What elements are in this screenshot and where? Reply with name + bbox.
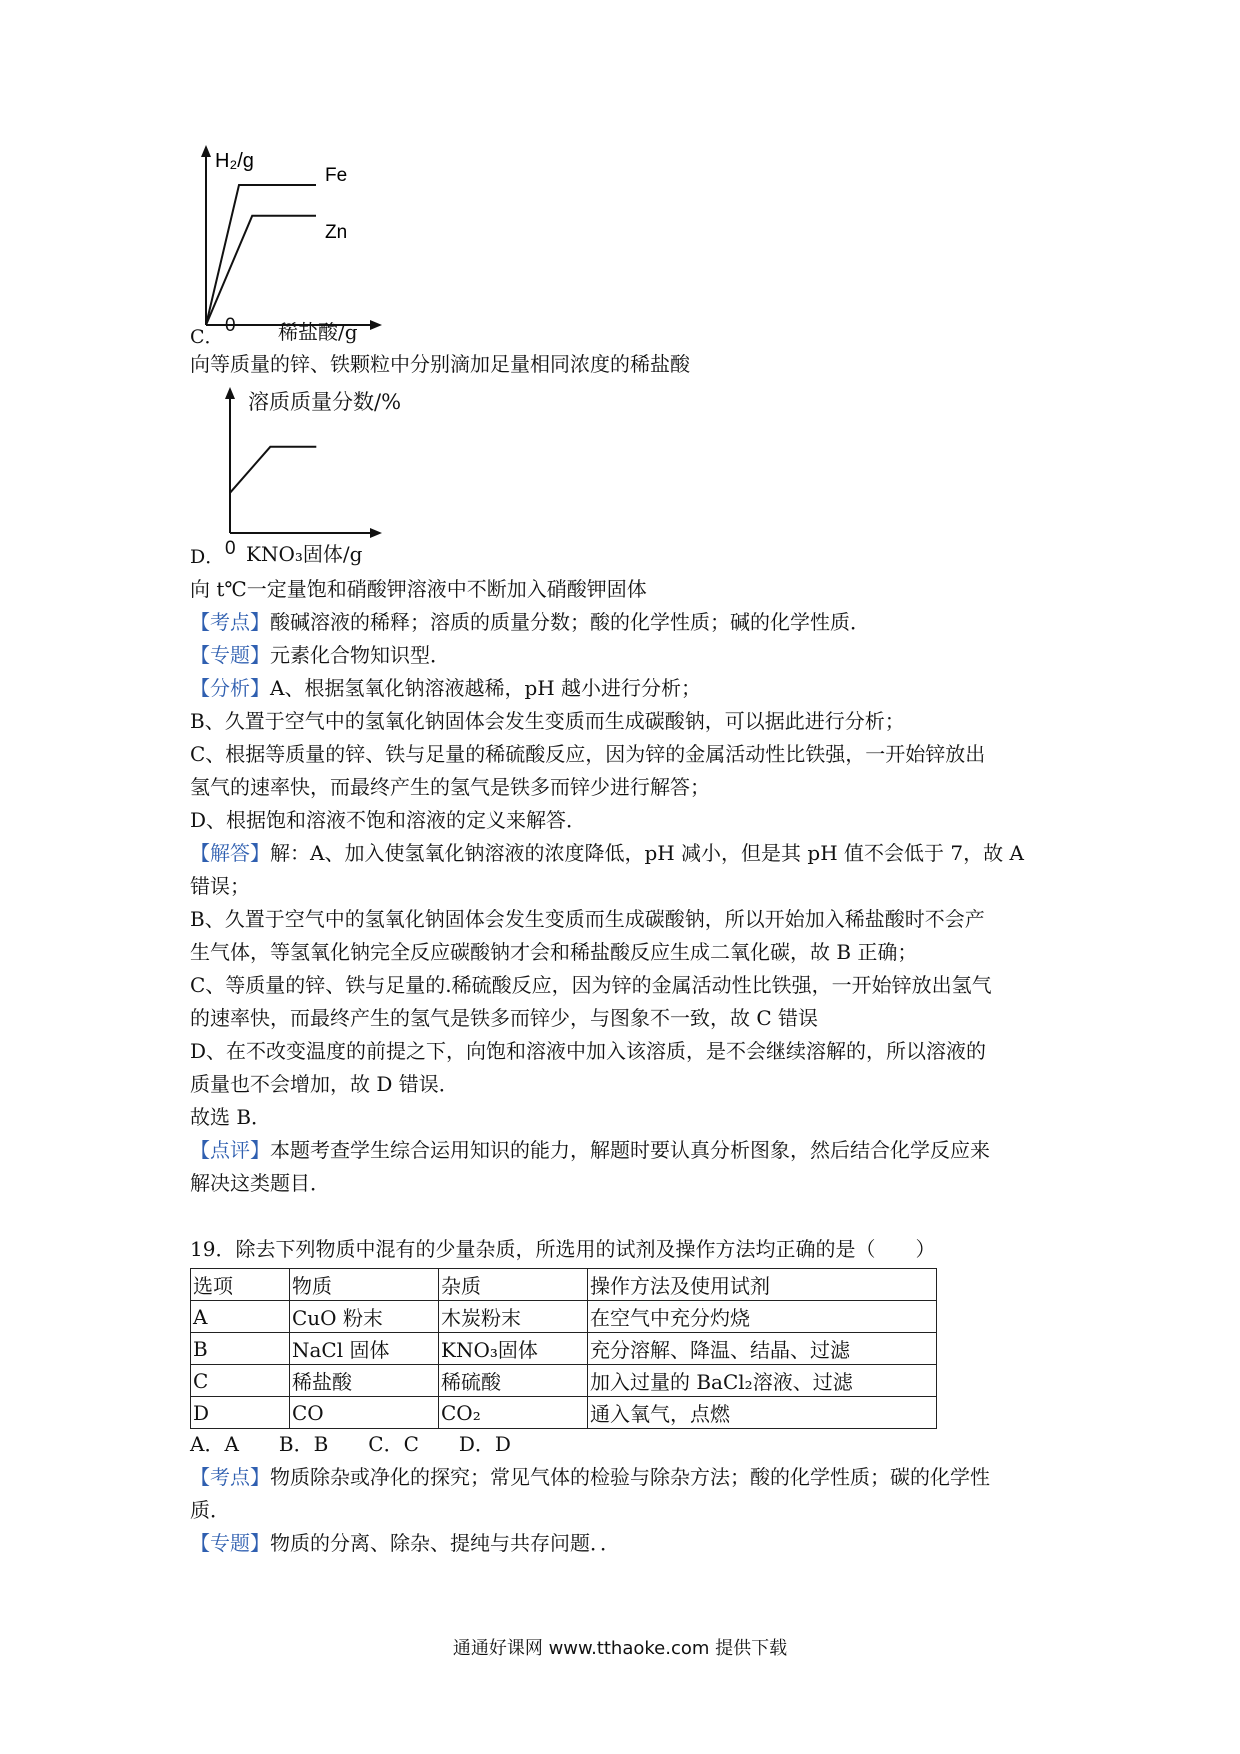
dianping-line: [190, 1134, 1070, 1167]
table-row: [191, 1301, 937, 1333]
y-axis-arrow-icon: [225, 387, 235, 399]
table-cell: 木炭粉末: [439, 1301, 588, 1333]
header-cell: 杂质: [439, 1269, 588, 1301]
x-axis-arrow-icon: [370, 528, 382, 538]
series-line-fe: [206, 185, 316, 325]
header-cell: 物质: [290, 1269, 439, 1301]
series-line-zn: [206, 216, 316, 325]
kaodian-text: 酸碱溶液的稀释；溶质的质量分数；酸的化学性质；碱的化学性质．: [270, 610, 870, 634]
table-row: [191, 1365, 937, 1397]
y-axis-label: H₂/g: [215, 150, 254, 172]
jieda-text-7: D、在不改变温度的前提之下，向饱和溶液中加入该溶质，是不会继续溶解的，所以溶液的: [190, 1039, 987, 1063]
table-row: [191, 1333, 937, 1365]
caption-option-c: 向等质量的锌、铁颗粒中分别滴加足量相同浓度的稀盐酸: [190, 352, 690, 376]
jieda-text-2: 错误；: [190, 874, 250, 898]
jieda-text-1: 解：A、加入使氢氧化钠溶液的浓度降低，pH 减小，但是其 pH 值不会低于 7，故 A: [270, 841, 1024, 865]
fenxi-tag: 【分析】: [190, 676, 270, 700]
jieda-text-8: 质量也不会增加，故 D 错误．: [190, 1072, 459, 1096]
table-cell: CuO 粉末: [290, 1301, 439, 1333]
table-cell: CO: [290, 1397, 439, 1429]
zhuanti-line: [190, 639, 1070, 672]
page-footer: 通通好课网 www.tthaoke.com 提供下载: [452, 1638, 788, 1659]
table-cell: 在空气中充分灼烧: [588, 1301, 937, 1333]
fenxi-text-2: B、久置于空气中的氢氧化钠固体会发生变质而生成碳酸钠，可以据此进行分析；: [190, 709, 905, 733]
kaodian-tag: 【考点】: [190, 610, 270, 634]
table-cell: CO₂: [439, 1397, 588, 1429]
jieda-line: [190, 837, 1070, 870]
fenxi-text-5: D、根据饱和溶液不饱和溶液的定义来解答．: [190, 808, 587, 832]
q19-zhuanti-line: [190, 1527, 1070, 1560]
x-axis-arrow-icon: [370, 320, 382, 330]
table-cell: 充分溶解、降温、结晶、过滤: [588, 1333, 937, 1365]
q19-stem: 19．除去下列物质中混有的少量杂质，所选用的试剂及操作方法均正确的是（ ）: [190, 1237, 936, 1261]
table-cell: C: [191, 1365, 290, 1397]
q19-kaodian-line: [190, 1461, 1070, 1494]
y-axis-label-d: 溶质质量分数/%: [248, 390, 402, 414]
kaodian-text-2: 质．: [190, 1498, 230, 1522]
table-cell: NaCl 固体: [290, 1333, 439, 1365]
jieda-text-9: 故选 B．: [190, 1105, 272, 1129]
jieda-tag: 【解答】: [190, 841, 270, 865]
table-cell: 稀盐酸: [290, 1365, 439, 1397]
jieda-text-4: 生气体，等氢氧化钠完全反应碳酸钠才会和稀盐酸反应生成二氧化碳，故 B 正确；: [190, 940, 918, 964]
jieda-text-3: B、久置于空气中的氢氧化钠固体会发生变质而生成碳酸钠，所以开始加入稀盐酸时不会产: [190, 907, 985, 931]
option-c-letter: C．: [190, 326, 224, 348]
series-label-zn: Zn: [325, 222, 348, 243]
caption-option-d: 向 t℃一定量饱和硝酸钾溶液中不断加入硝酸钾固体: [190, 577, 647, 601]
zhuanti-text: 物质的分离、除杂、提纯与共存问题．．: [270, 1531, 620, 1555]
fenxi-line: [190, 672, 1070, 705]
x-axis-label-d: KNO₃固体/g: [246, 542, 363, 566]
jieda-text-5: C、等质量的锌、铁与足量的.稀硫酸反应，因为锌的金属活动性比铁强，一开始锌放出氢气: [190, 973, 992, 997]
chart-option-c: [195, 145, 385, 340]
jieda-text-6: 的速率快，而最终产生的氢气是铁多而锌少，与图象不一致，故 C 错误: [190, 1006, 819, 1030]
table-cell: 加入过量的 BaCl₂溶液、过滤: [588, 1365, 937, 1397]
y-axis-arrow-icon: [201, 145, 211, 157]
table-header-row: [191, 1269, 937, 1301]
zhuanti-tag: 【专题】: [190, 643, 270, 667]
dianping-text-2: 解决这类题目．: [190, 1171, 330, 1195]
fenxi-text-3: C、根据等质量的锌、铁与足量的稀硫酸反应，因为锌的金属活动性比铁强，一开始锌放出: [190, 742, 986, 766]
table-cell: KNO₃固体: [439, 1333, 588, 1365]
header-cell: 操作方法及使用试剂: [588, 1269, 937, 1301]
zhuanti-tag: 【专题】: [190, 1531, 270, 1555]
table-cell: 稀硫酸: [439, 1365, 588, 1397]
table-cell: A: [191, 1301, 290, 1333]
x-axis-label-c: 稀盐酸/g: [278, 320, 358, 344]
kaodian-line: [190, 606, 1070, 639]
option-d-letter: D．: [190, 546, 225, 568]
dianping-text-1: 本题考查学生综合运用知识的能力，解题时要认真分析图象，然后结合化学反应来: [270, 1138, 990, 1162]
q19-choices: A．A B．B C．C D．D: [190, 1432, 511, 1456]
fenxi-text-4: 氢气的速率快，而最终产生的氢气是铁多而锌少进行解答；: [190, 775, 710, 799]
origin-label-c: 0: [225, 315, 236, 336]
q19-options-table: [190, 1268, 937, 1429]
table-cell: 通入氧气，点燃: [588, 1397, 937, 1429]
series-label-fe: Fe: [325, 165, 348, 186]
fenxi-text-1: A、根据氢氧化钠溶液越稀，pH 越小进行分析；: [270, 676, 702, 700]
dianping-tag: 【点评】: [190, 1138, 270, 1162]
origin-label-d: 0: [225, 538, 236, 559]
q19-analysis: [190, 1428, 1070, 1560]
header-cell: 选项: [191, 1269, 290, 1301]
analysis-18: [190, 606, 1070, 1200]
zhuanti-text: 元素化合物知识型．: [270, 643, 450, 667]
table-cell: D: [191, 1397, 290, 1429]
kaodian-text-1: 物质除杂或净化的探究；常见气体的检验与除杂方法；酸的化学性质；碳的化学性: [270, 1465, 990, 1489]
kaodian-tag: 【考点】: [190, 1465, 270, 1489]
table-cell: B: [191, 1333, 290, 1365]
series-line: [230, 447, 316, 493]
table-row: [191, 1397, 937, 1429]
